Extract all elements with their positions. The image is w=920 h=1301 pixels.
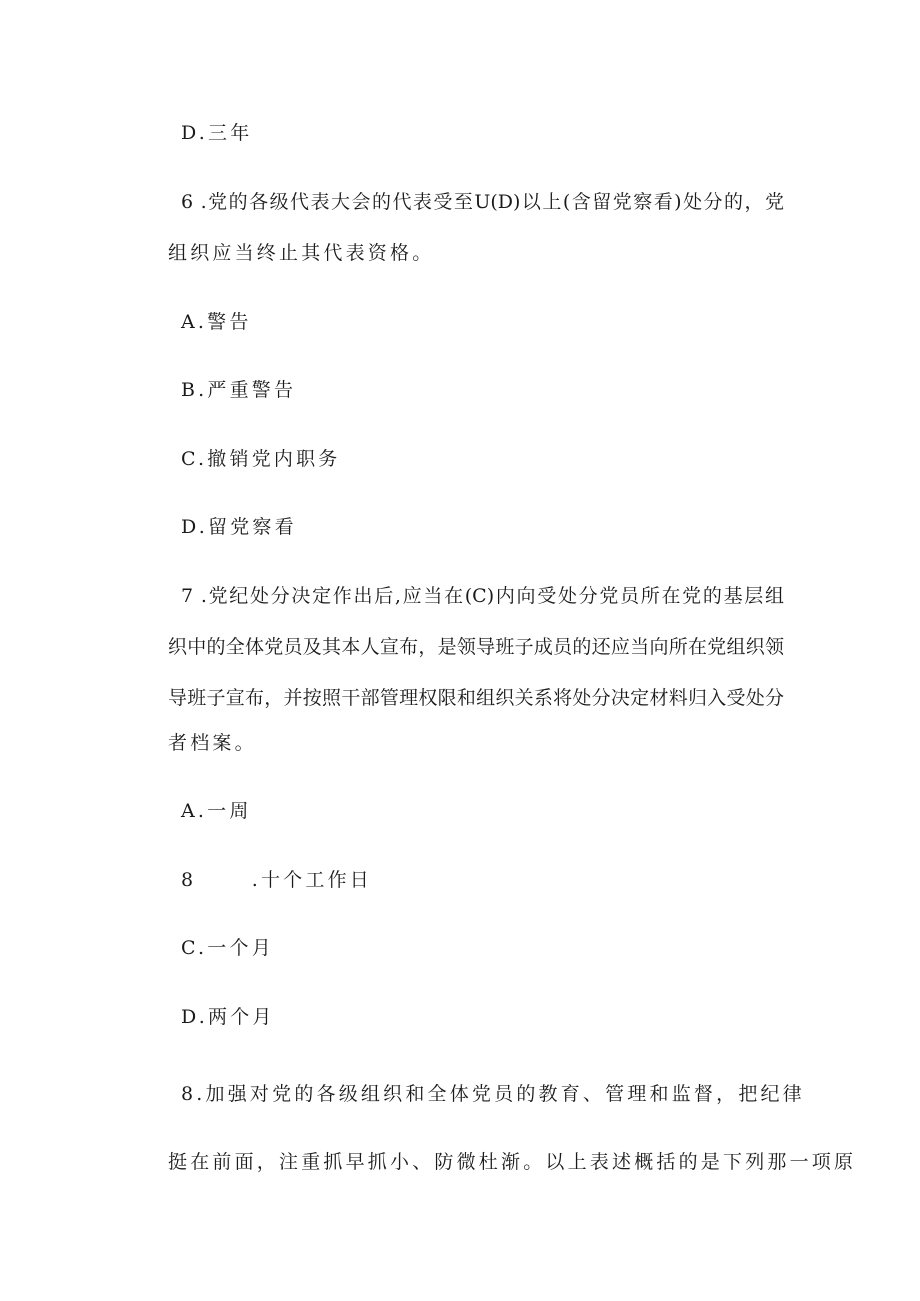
q6-option-b: B.严重警告 [181,379,297,401]
q7-option-b: 8 .十个工作日 [181,869,372,891]
q6-stem-line-2: 组织应当终止其代表资格。 [168,242,435,264]
q7-stem-line-3: 导班子宣布，并按照干部管理权限和组织关系将处分决定材料归入受处分 [168,687,784,709]
q7-option-c: C.一个月 [181,937,274,959]
q8-stem-line-1: 8.加强对党的各级组织和全体党员的教育、管理和监督，把纪律 [181,1083,805,1105]
q6-option-a: A.警告 [181,311,252,333]
q7-option-d: D.两个月 [181,1006,275,1028]
q6-option-d: D.留党察看 [181,516,297,538]
q8-stem-line-2: 挺在前面，注重抓早抓小、防微杜渐。以上表述概括的是下列那一项原 [168,1151,857,1173]
q7-option-a: A.一周 [181,800,252,822]
q7-stem-line-4: 者档案。 [168,732,257,754]
q5-option-d: D.三年 [181,122,253,144]
q7-stem-line-1: 7 .党纪处分决定作出后,应当在(C)内向受处分党员所在党的基层组 [181,585,784,607]
q7-stem-line-2: 织中的全体党员及其本人宣布，是领导班子成员的还应当向所在党组织领 [168,636,784,658]
q6-option-c: C.撤销党内职务 [181,448,341,470]
q6-stem-line-1: 6 .党的各级代表大会的代表受至U(D)以上(含留党察看)处分的，党 [181,191,784,213]
